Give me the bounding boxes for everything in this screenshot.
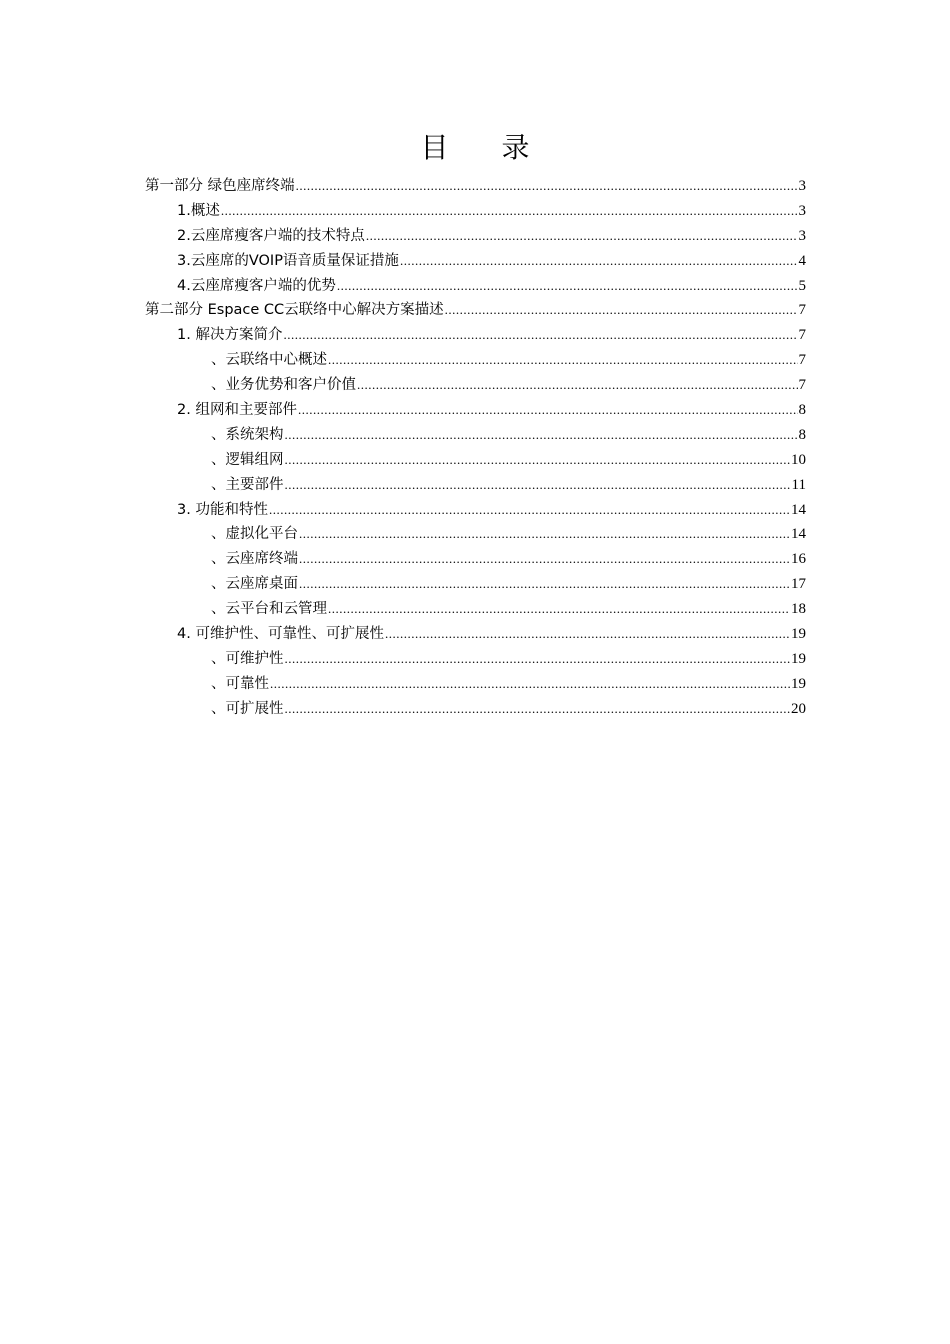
toc-entry-page: 3	[798, 178, 806, 194]
toc-entry-label: 1.概述	[177, 202, 220, 219]
toc-entry-page: 19	[791, 650, 806, 667]
toc-leader-dots	[328, 348, 798, 373]
toc-entry-label: 、可维护性	[211, 650, 284, 667]
toc-entry[interactable]	[145, 672, 806, 697]
toc-leader-dots	[357, 373, 798, 398]
toc-entry-label: 、云座席桌面	[211, 576, 298, 593]
toc-entry[interactable]	[145, 348, 806, 373]
toc-entry[interactable]	[145, 398, 806, 423]
toc-entry-label: 3.云座席的VOIP语音质量保证措施	[177, 252, 399, 269]
toc-entry-label: 、业务优势和客户价值	[211, 377, 356, 394]
toc-leader-dots	[285, 473, 791, 498]
toc-leader-dots	[285, 423, 798, 448]
toc-entry-page: 18	[791, 601, 806, 618]
toc-entry-page: 7	[798, 352, 806, 369]
toc-entry-page: 8	[798, 426, 806, 443]
toc-entry[interactable]	[145, 697, 806, 722]
toc-entry-page: 17	[791, 576, 806, 593]
toc-leader-dots	[337, 274, 798, 299]
toc-entry[interactable]	[145, 522, 806, 547]
toc-entry-page: 10	[791, 451, 806, 468]
toc-entry[interactable]	[145, 473, 806, 498]
toc-entry[interactable]	[145, 174, 806, 199]
toc-entry-label: 、虚拟化平台	[211, 526, 298, 543]
toc-entry[interactable]	[145, 498, 806, 523]
toc-entry[interactable]	[145, 274, 806, 299]
toc-entry-page: 14	[791, 501, 806, 518]
toc-title: 目 录	[420, 131, 552, 164]
toc-leader-dots	[366, 224, 798, 249]
toc-leader-dots	[445, 298, 798, 323]
toc-leader-dots	[299, 547, 790, 572]
toc-entry-label: 、可靠性	[211, 675, 269, 692]
toc-leader-dots	[283, 323, 797, 348]
toc-entry[interactable]	[145, 323, 806, 348]
toc-entry[interactable]	[145, 448, 806, 473]
toc-entry[interactable]	[145, 622, 806, 647]
toc-entry-page: 19	[791, 626, 806, 643]
toc-entry[interactable]	[145, 298, 806, 323]
toc-entry-label: 1. 解决方案简介	[177, 327, 283, 344]
toc-entry-page: 20	[791, 700, 806, 717]
toc-leader-dots	[296, 174, 798, 199]
toc-entry-page: 4	[798, 252, 806, 269]
toc-entry-label: 、逻辑组网	[211, 451, 284, 468]
toc-entry-label: 、云联络中心概述	[211, 352, 327, 369]
toc-entry-page: 14	[791, 526, 806, 543]
toc-entry-page: 11	[791, 476, 806, 493]
toc-leader-dots	[385, 622, 790, 647]
toc-entry-page: 19	[791, 675, 806, 692]
toc-entry[interactable]	[145, 572, 806, 597]
toc-entry-label: 第二部分 Espace CC云联络中心解决方案描述	[145, 302, 444, 319]
toc-entry[interactable]	[145, 224, 806, 249]
toc-entry-label: 4.云座席瘦客户端的优势	[177, 277, 336, 294]
toc-entry-page: 3	[798, 227, 806, 244]
toc-entry-page: 7	[798, 377, 806, 394]
toc-entry-page: 3	[798, 202, 806, 219]
toc-entry[interactable]	[145, 249, 806, 274]
toc-leader-dots	[299, 572, 790, 597]
toc-entry-label: 、可扩展性	[211, 700, 284, 717]
toc-entry[interactable]	[145, 647, 806, 672]
toc-leader-dots	[285, 448, 791, 473]
toc-leader-dots	[269, 498, 790, 523]
toc-entry-page: 8	[798, 402, 806, 419]
toc-entry-label: 3. 功能和特性	[177, 501, 268, 518]
toc-leader-dots	[221, 199, 798, 224]
toc-entry-label: 、系统架构	[211, 426, 284, 443]
toc-entry-label: 、云平台和云管理	[211, 601, 327, 618]
toc-entry-page: 7	[798, 327, 806, 344]
toc-entry[interactable]	[145, 547, 806, 572]
toc-entry[interactable]	[145, 597, 806, 622]
toc-entry[interactable]	[145, 423, 806, 448]
toc-leader-dots	[400, 249, 798, 274]
toc-leader-dots	[270, 672, 790, 697]
toc-entry-page: 5	[798, 277, 806, 294]
toc-entry-label: 、云座席终端	[211, 551, 298, 568]
toc-entry-page: 16	[791, 551, 806, 568]
toc-entry-page: 7	[798, 302, 806, 319]
toc-entry[interactable]	[145, 373, 806, 398]
toc-leader-dots	[298, 398, 798, 423]
toc-entry-label: 2.云座席瘦客户端的技术特点	[177, 227, 365, 244]
toc-entry-label: 4. 可维护性、可靠性、可扩展性	[177, 626, 384, 643]
table-of-contents	[145, 174, 806, 722]
toc-entry[interactable]	[145, 199, 806, 224]
toc-entry-label: 第一部分 绿色座席终端	[145, 178, 295, 194]
toc-leader-dots	[299, 522, 790, 547]
toc-entry-label: 2. 组网和主要部件	[177, 402, 297, 419]
toc-entry-label: 、主要部件	[211, 476, 284, 493]
toc-leader-dots	[328, 597, 790, 622]
toc-leader-dots	[285, 647, 791, 672]
toc-leader-dots	[285, 697, 791, 722]
